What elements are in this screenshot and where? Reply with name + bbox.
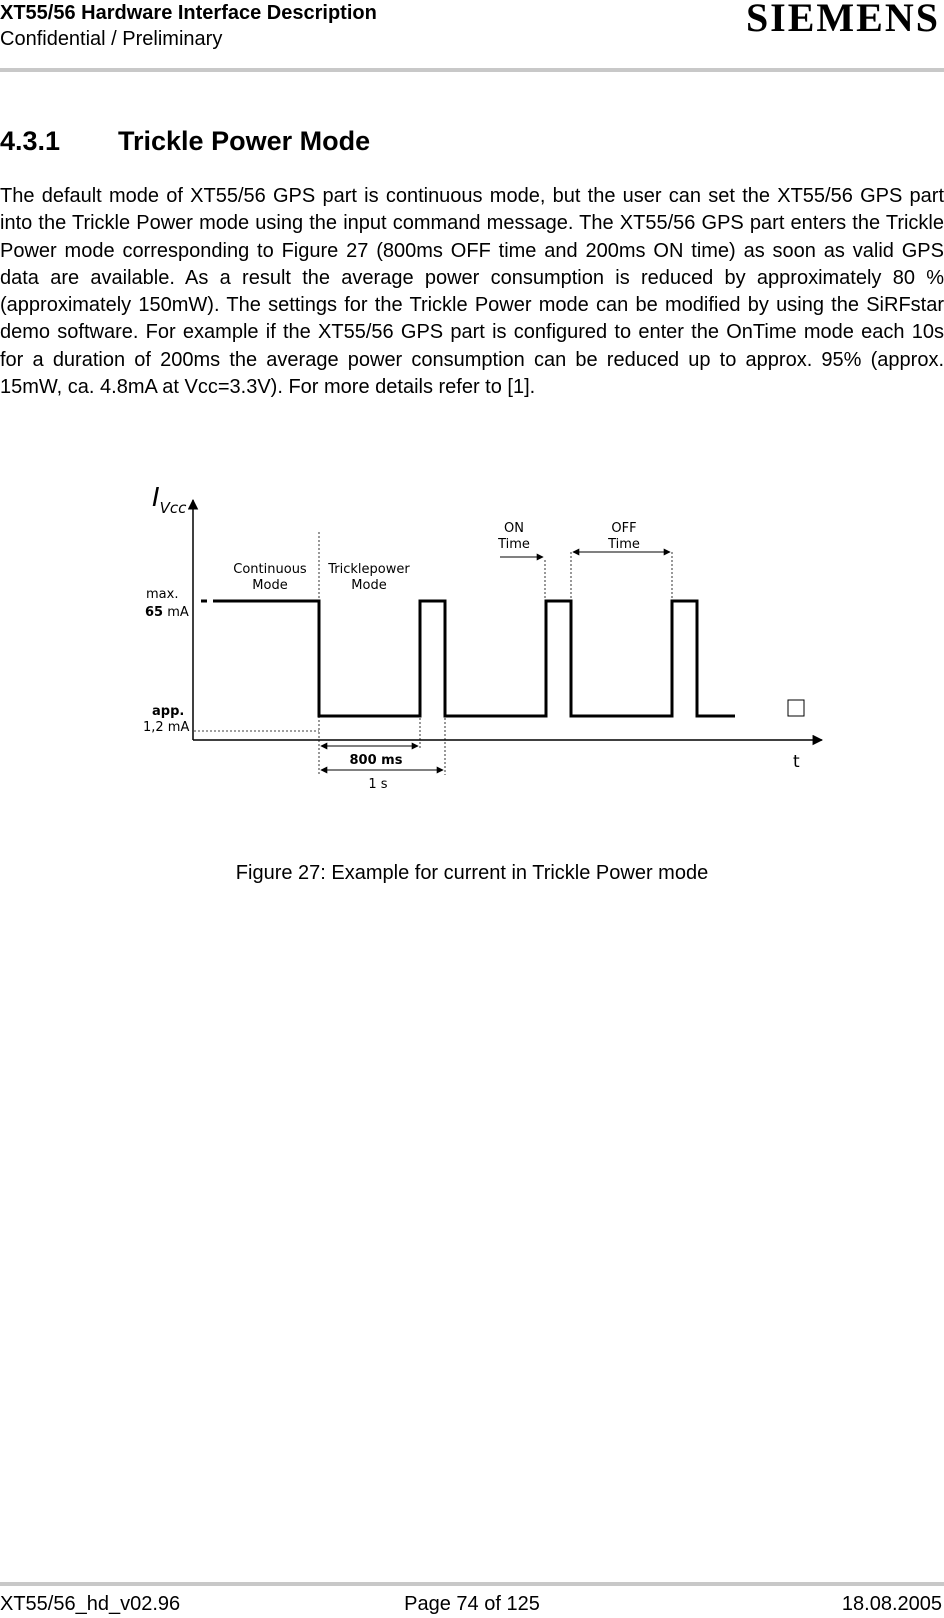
x-axis-label: t [793, 752, 800, 772]
header-divider [0, 68, 944, 72]
section-number: 4.3.1 [0, 126, 61, 156]
min-current-label: app. [152, 704, 185, 719]
max-current-value: 65 mA [145, 605, 189, 620]
document-title: XT55/56 Hardware Interface Description [0, 2, 377, 24]
tricklepower-mode-label-2: Mode [351, 578, 387, 593]
dim-1s-label: 1 s [368, 777, 388, 792]
section-title: Trickle Power Mode [118, 126, 371, 156]
footer-date: 18.08.2005 [841, 1593, 942, 1615]
footer-page-number: Page 74 of 125 [404, 1593, 540, 1615]
siemens-logo: SIEMENS [745, 0, 940, 40]
figure-caption: Figure 27: Example for current in Trickle Power mode [235, 862, 709, 884]
off-time-label: OFF [611, 521, 637, 536]
tricklepower-mode-label: Tricklepower [328, 562, 410, 577]
document-subtitle: Confidential / Preliminary [0, 28, 223, 50]
continuous-mode-label: Continuous [233, 562, 307, 577]
trickle-power-current-diagram [0, 470, 944, 830]
y-axis-label: $I_{Vcc}$ [152, 483, 187, 517]
off-time-label-2: Time [608, 537, 640, 552]
min-current-value: 1,2 mA [143, 720, 190, 735]
body-paragraph: The default mode of XT55/56 GPS part is continuous mode, but the user can set the XT55/56 GPS part into the Trickle Power mode using the input command message. The XT55/56 GPS part enters the Trickle Power mode corresponding to Figure 27 (800ms OFF time and 200ms ON time) as soon as valid GPS data are available. As a result the average power consumption is reduced by approximately 80 % (approximately 150mW). The settings for the Trickle Power mode can be modified by using the SiRFstar demo software. For example if the XT55/56 GPS part is configured to enter the OnTime mode each 10s for a duration of 200ms the average power consumption can be reduced up to approx. 95% (approx. 15mW, ca. 4.8mA at Vcc=3.3V). For more details refer to [1]. [0, 185, 944, 399]
placeholder-box [788, 700, 804, 716]
footer-divider [0, 1582, 944, 1586]
max-current-label: max. [146, 587, 179, 602]
on-time-label: ON [504, 521, 524, 536]
dim-800ms-label: 800 ms [349, 753, 403, 768]
current-waveform [213, 601, 735, 716]
footer-doc-id: XT55/56_hd_v02.96 [0, 1593, 181, 1615]
on-time-label-2: Time [498, 537, 530, 552]
section-heading [0, 126, 370, 157]
continuous-mode-label-2: Mode [252, 578, 288, 593]
